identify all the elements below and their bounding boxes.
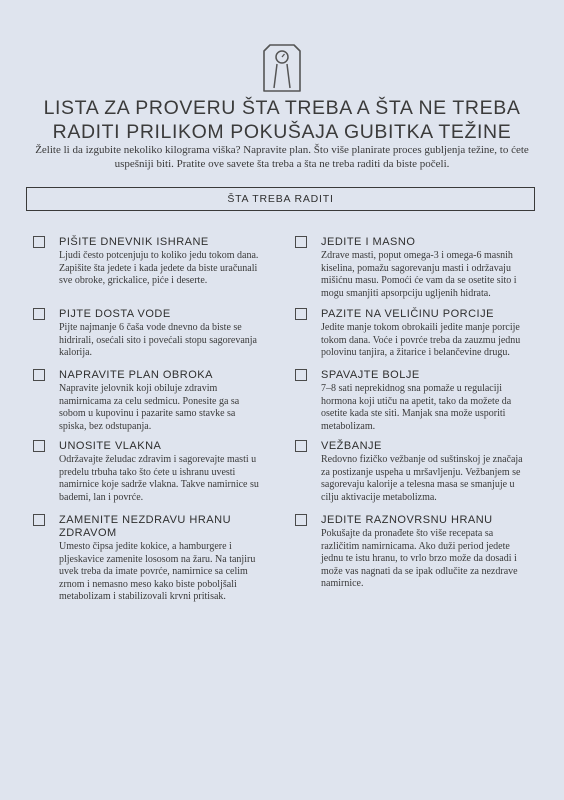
item-title: PIŠITE DNEVNIK ISHRANE <box>59 236 209 248</box>
item-title: JEDITE I MASNO <box>321 236 416 248</box>
item-title: SPAVAJTE BOLJE <box>321 369 420 381</box>
page-title-line-1: LISTA ZA PROVERU ŠTA TREBA A ŠTA NE TREBA <box>43 97 521 119</box>
item-text: Održavajte želudac zdravim i sagorevajte masti u predelu trbuha tako što ćete u ishranu uvesti namirnice koje sadrže vlakna. Takve namirnice su bademi, lan i povrće. <box>59 454 259 503</box>
page-title <box>0 96 564 144</box>
checklist-item-portion-size <box>295 308 527 360</box>
checkbox[interactable] <box>295 514 307 526</box>
checkbox[interactable] <box>33 514 45 526</box>
checkbox[interactable] <box>33 440 45 452</box>
checkbox[interactable] <box>295 369 307 381</box>
checkbox[interactable] <box>33 369 45 381</box>
checklist-item-fiber <box>33 440 265 504</box>
checkbox[interactable] <box>295 236 307 248</box>
item-title: ZAMENITE NEZDRAVU HRANU ZDRAVOM <box>59 514 232 539</box>
item-text: Pokušajte da pronađete što više recepata sa različitim namirnicama. Ako duži period jedete jednu te istu hranu, to vrlo brzo može da dosadi i može vas nagnati da se ipak odlučite za nezdrave namirnice. <box>321 528 518 589</box>
checklist-item-varied-food <box>295 514 527 591</box>
item-title: PAZITE NA VELIČINU PORCIJE <box>321 308 494 320</box>
checklist-item-replace-unhealthy-food <box>33 514 265 604</box>
item-title: PIJTE DOSTA VODE <box>59 308 171 320</box>
item-text: Napravite jelovnik koji obiluje zdravim namirnicama za celu sedmicu. Ponesite ga sa sobom u kupovinu i pazarite samo stavke sa spiska, bez odstupanja. <box>59 383 240 432</box>
item-title: VEŽBANJE <box>321 440 382 452</box>
item-text: Ljudi često potcenjuju to koliko jedu tokom dana. Zapišite šta jedete i kada jedete da biste uračunali sve obroke, grickalice, piće i deserte. <box>59 250 259 286</box>
section-heading-box <box>26 187 535 211</box>
item-text: Jedite manje tokom obrokaili jedite manje porcije tokom dana. Voće i povrće treba da zauzmu jednu polovinu tanjira, a žitarice i belančevine drugu. <box>321 322 521 358</box>
checklist-item-exercise <box>295 440 527 504</box>
item-title: NAPRAVITE PLAN OBROKA <box>59 369 213 381</box>
checkbox[interactable] <box>295 308 307 320</box>
intro-text: Želite li da izgubite nekoliko kilograma viška? Napravite plan. Što više planirate proces gubljenja težine, to ćete uspešniji biti. Pratite ove savete šta treba a šta ne treba raditi da biste počeli. <box>35 144 529 170</box>
checklist-item-healthy-fats <box>295 236 527 300</box>
item-title: JEDITE RAZNOVRSNU HRANU <box>321 514 493 526</box>
item-text: 7–8 sati neprekidnog sna pomaže u regulaciji hormona koji utiču na apetit, tako da možete da osetite kada ste siti. Manjak sna može usporiti metabolizam. <box>321 383 512 432</box>
checklist-item-sleep <box>295 369 527 433</box>
item-text: Pijte najmanje 6 čaša vode dnevno da biste se hidrirali, osećali sito i povećali stopu sagorevanja kalorija. <box>59 322 257 358</box>
item-title: UNOSITE VLAKNA <box>59 440 162 452</box>
checkbox[interactable] <box>33 236 45 248</box>
checkbox[interactable] <box>33 308 45 320</box>
item-text: Zdrave masti, poput omega-3 i omega-6 masnih kiselina, pomažu sagorevanju masti i održavaju mišićnu masu. Pomoći će vam da se osetite sito i mogu smanjiti apsorpciju ugljenih hidrata. <box>321 250 517 299</box>
checklist-item-food-diary <box>33 236 265 288</box>
page-title-line-2: RADITI PRILIKOM POKUŠAJA GUBITKA TEŽINE <box>52 121 512 143</box>
section-heading: ŠTA TREBA RADITI <box>227 193 334 205</box>
item-text: Umesto čipsa jedite kokice, a hamburgere i pljeskavice zamenite lososom na žaru. Na tanjiru uvek treba da imate povrće, namirnice sa celim zrnom i nemasno meso kako biste poboljšali metabolizam i stabilizovali krvni pritisak. <box>59 541 256 602</box>
checklist-item-water <box>33 308 265 360</box>
item-text: Redovno fizičko vežbanje od suštinskoj je značaja za postizanje uspeha u mršavljenju. Vežbanjem se sagorevaju kalorije a telesna masa se smanjuje u cilju aktivacije metabolizma. <box>321 454 523 503</box>
checklist-item-meal-plan <box>33 369 265 433</box>
bathroom-scale-icon <box>262 44 302 92</box>
checkbox[interactable] <box>295 440 307 452</box>
